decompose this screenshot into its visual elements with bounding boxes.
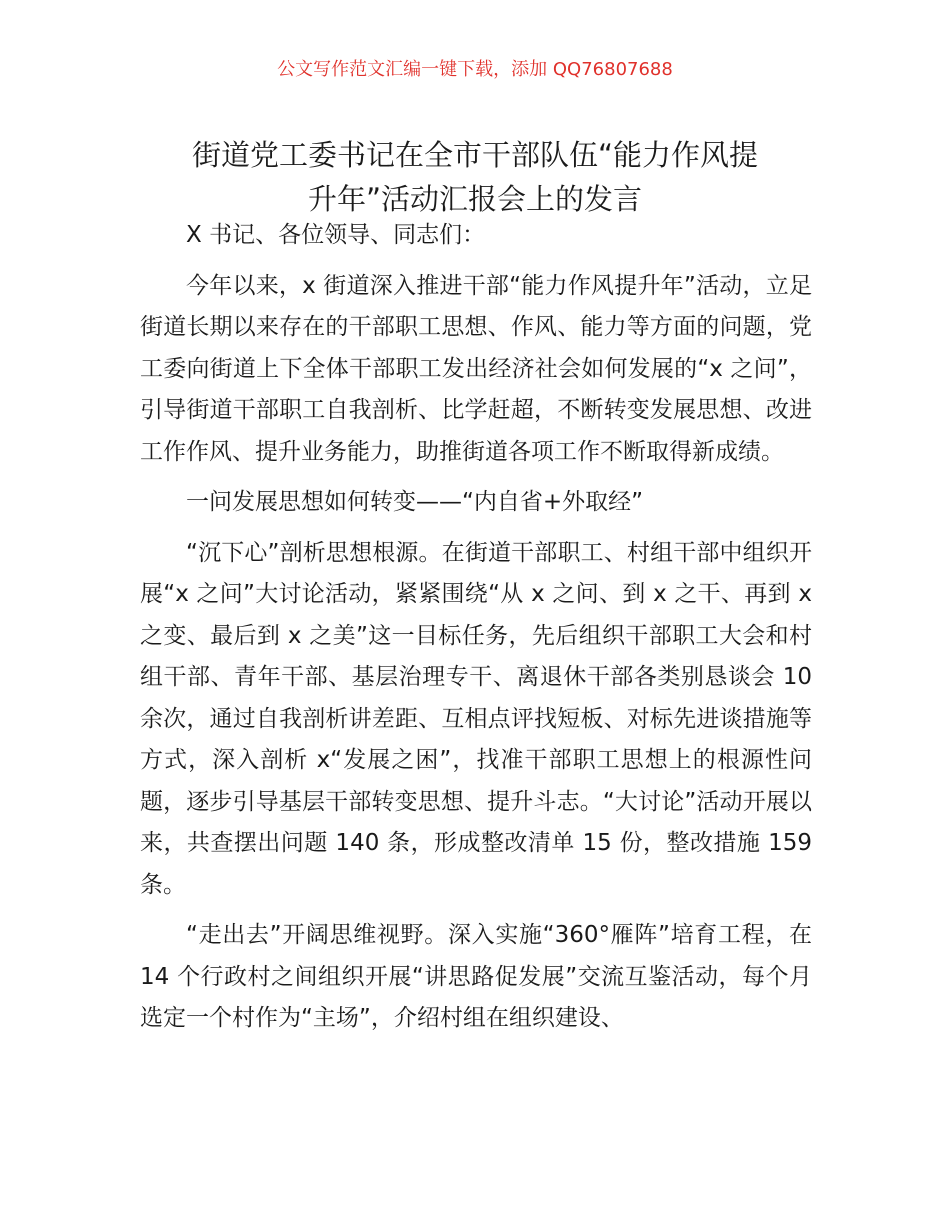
title-line-1: 街道党工委书记在全市干部队伍“能力作风提 xyxy=(191,138,759,173)
section-heading-1: 一问发展思想如何转变——“内自省+外取经” xyxy=(186,489,644,515)
paragraph-reflection: “沉下心”剖析思想根源。在街道干部职工、村组干部中组织开展“x 之问”大讨论活动，紧紧围绕“从 x 之问、到 x 之干、再到 x 之变、最后到 x 之美”这一目标任务，先后组织干部职工大会和村组干部、青年干部、基层治理专干、离退休干部各类别恳谈会 10 余次，通过自我剖析讲差距、互相点评找短板、对标先进谈措施等方式，深入剖析 x“发展之困”，找准干部职工思想上的根源性问题，逐步引导基层干部转变思想、提升斗志。“大讨论”活动开展以来，共查摆出问题 140 条，形成整改清单 15 份，整改措施 159 条。 xyxy=(140,539,812,898)
promo-header: 公文写作范文汇编一键下载，添加 QQ76807688 xyxy=(277,59,673,80)
paragraph-outreach: “走出去”开阔思维视野。深入实施“360°雁阵”培育工程，在 14 个行政村之间组织开展“讲思路促发展”交流互鉴活动，每个月选定一个村作为“主场”，介绍村组在组织建设、 xyxy=(140,922,812,1031)
title-line-2: 升年”活动汇报会上的发言 xyxy=(307,182,643,217)
paragraph-intro: 今年以来，x 街道深入推进干部“能力作风提升年”活动，立足街道长期以来存在的干部职工思想、作风、能力等方面的问题，党工委向街道上下全体干部职工发出经济社会如何发展的“x 之问”，引导街道干部职工自我剖析、比学赶超，不断转变发展思想、改进工作作风、提升业务能力，助推街道各项工作不断取得新成绩。 xyxy=(140,272,812,465)
document-body xyxy=(140,215,812,1049)
salutation: X 书记、各位领导、同志们： xyxy=(186,222,486,248)
document-title xyxy=(0,133,950,221)
